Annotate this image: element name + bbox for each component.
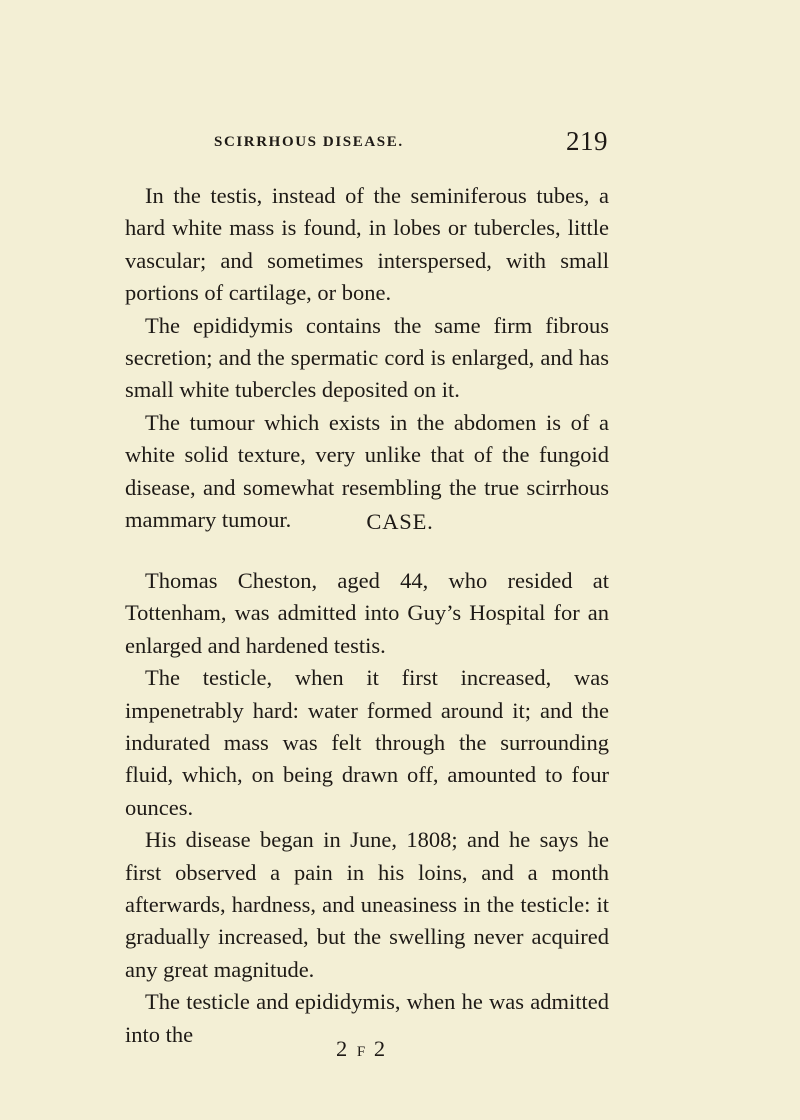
signature-number-2: 2 (373, 1036, 388, 1061)
paragraph-epididymis: The epididymis contains the same firm fibrous secretion; and the spermatic cord is enlarged, and has small white tubercles deposited on it. (125, 312, 609, 403)
paragraph-testicle-increase: The testicle, when it first increased, was impenetrably hard: water formed around it; and the indurated mass was felt through the surrounding fluid, which, on being drawn off, amounted to four ounces. (125, 665, 609, 820)
case-heading: CASE. (366, 509, 434, 534)
signature-mark (336, 1036, 387, 1062)
running-head (214, 128, 608, 164)
page-number: 219 (566, 126, 608, 156)
paragraph-testis: In the testis, instead of the seminiferous tubes, a hard white mass is found, in lobes or tubercles, little vascular; and sometimes interspersed, with small portions of cartilage, or bone. (125, 183, 609, 306)
running-title: SCIRRHOUS DISEASE. (214, 134, 404, 150)
paragraph-disease-history: His disease began in June, 1808; and he says he first observed a pain in his loins, and a month afterwards, hardness, and uneasiness in the testicle: it gradually increased, but the swelling never acquired any great magnitude. (125, 827, 609, 982)
paragraph-admission: The testicle and epididymis, when he was admitted into the (125, 989, 609, 1047)
signature-letter: F (356, 1044, 367, 1060)
signature-number-1: 2 (336, 1036, 350, 1061)
paragraph-patient: Thomas Cheston, aged 44, who resided at Tottenham, was admitted into Guy’s Hospital for an enlarged and hardened testis. (125, 568, 609, 658)
text-block-top (125, 180, 609, 536)
text-block-case (125, 565, 609, 1051)
paragraph-abdomen-tumour: The tumour which exists in the abdomen is of a white solid texture, very unlike that of the fungoid disease, and somewhat resembling the true scirrhous mammary tumour. (125, 409, 609, 533)
